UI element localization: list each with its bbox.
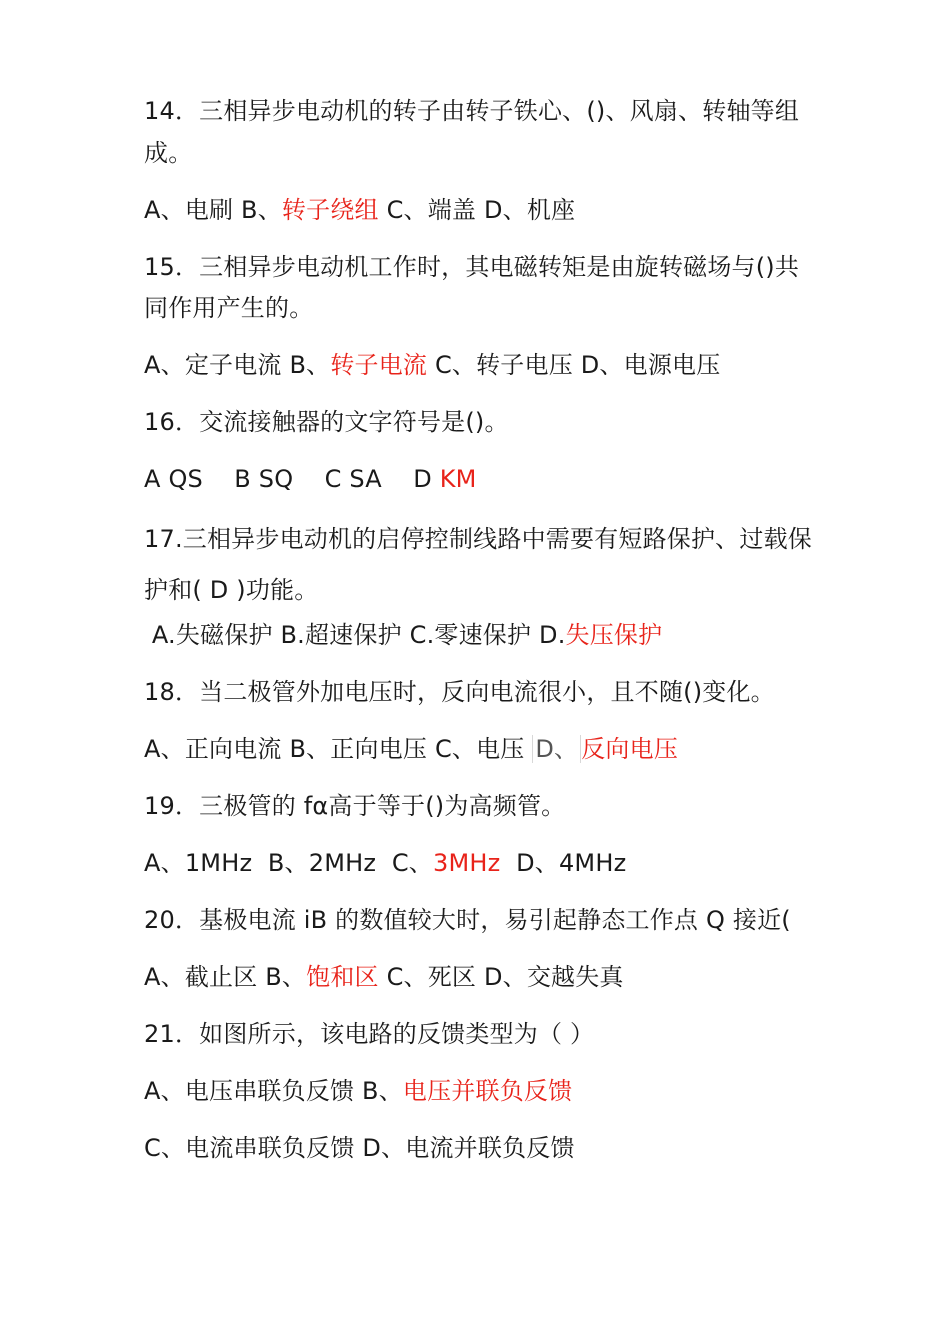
question-15-options [144, 349, 720, 381]
question-15-stem-line-1: 15．三相异步电动机工作时，其电磁转矩是由旋转磁场与()共 [144, 253, 800, 281]
answer-highlight: KM [439, 465, 477, 493]
question-17-stem-line-2: 护和( D )功能。 [144, 576, 319, 604]
question-16-stem-line-1: 16．交流接触器的文字符号是()。 [144, 408, 509, 436]
answer-highlight: 3MHz [433, 849, 501, 877]
options-text: C、端盖 D、机座 [378, 196, 576, 224]
question-14-stem-line-1: 14．三相异步电动机的转子由转子铁心、()、风扇、转轴等组 [144, 97, 800, 125]
options-text: A、电压串联负反馈 B、 [144, 1077, 403, 1105]
question-21-options-line-2: C、电流串联负反馈 D、电流并联负反馈 [144, 1134, 575, 1162]
question-18-options [144, 733, 678, 765]
option-d-marker: D、 [532, 735, 581, 763]
question-19-options [144, 847, 626, 879]
answer-highlight: 转子电流 [330, 351, 428, 379]
question-20-stem-line-1: 20．基极电流 iB 的数值较大时，易引起静态工作点 Q 接近( [144, 906, 791, 934]
answer-highlight: 失压保护 [565, 621, 663, 649]
options-text: D、4MHz [500, 849, 627, 877]
answer-highlight: 转子绕组 [281, 196, 379, 224]
options-text: A.失磁保护 B.超速保护 C.零速保护 D. [144, 621, 566, 649]
options-text: A QS B SQ C SA D [144, 465, 440, 493]
question-20-options [144, 961, 624, 993]
question-14-options [144, 194, 575, 226]
question-21-options [144, 1075, 572, 1107]
options-text: A、定子电流 B、 [144, 351, 331, 379]
options-text: C、死区 D、交越失真 [378, 963, 624, 991]
question-17-stem-line-1: 17.三相异步电动机的启停控制线路中需要有短路保护、过载保 [144, 525, 812, 553]
options-text: A、截止区 B、 [144, 963, 307, 991]
question-19-stem-line-1: 19．三极管的 fα高于等于()为高频管。 [144, 792, 566, 820]
question-18-stem-line-1: 18．当二极管外加电压时，反向电流很小，且不随()变化。 [144, 678, 775, 706]
question-14-stem-line-2: 成。 [144, 139, 193, 167]
answer-highlight: 电压并联负反馈 [402, 1077, 573, 1105]
answer-highlight: 饱和区 [306, 963, 379, 991]
question-21-stem-line-1: 21．如图所示，该电路的反馈类型为（ ） [144, 1020, 595, 1048]
options-text: A、电刷 B、 [144, 196, 282, 224]
options-text: A、正向电流 B、正向电压 C、电压 [144, 735, 533, 763]
question-17-options [144, 619, 662, 651]
question-16-options [144, 463, 477, 495]
question-15-stem-line-2: 同作用产生的。 [144, 294, 314, 322]
answer-highlight: 反向电压 [581, 735, 679, 763]
options-text: A、1MHz B、2MHz C、 [144, 849, 433, 877]
options-text: C、转子电压 D、电源电压 [427, 351, 721, 379]
